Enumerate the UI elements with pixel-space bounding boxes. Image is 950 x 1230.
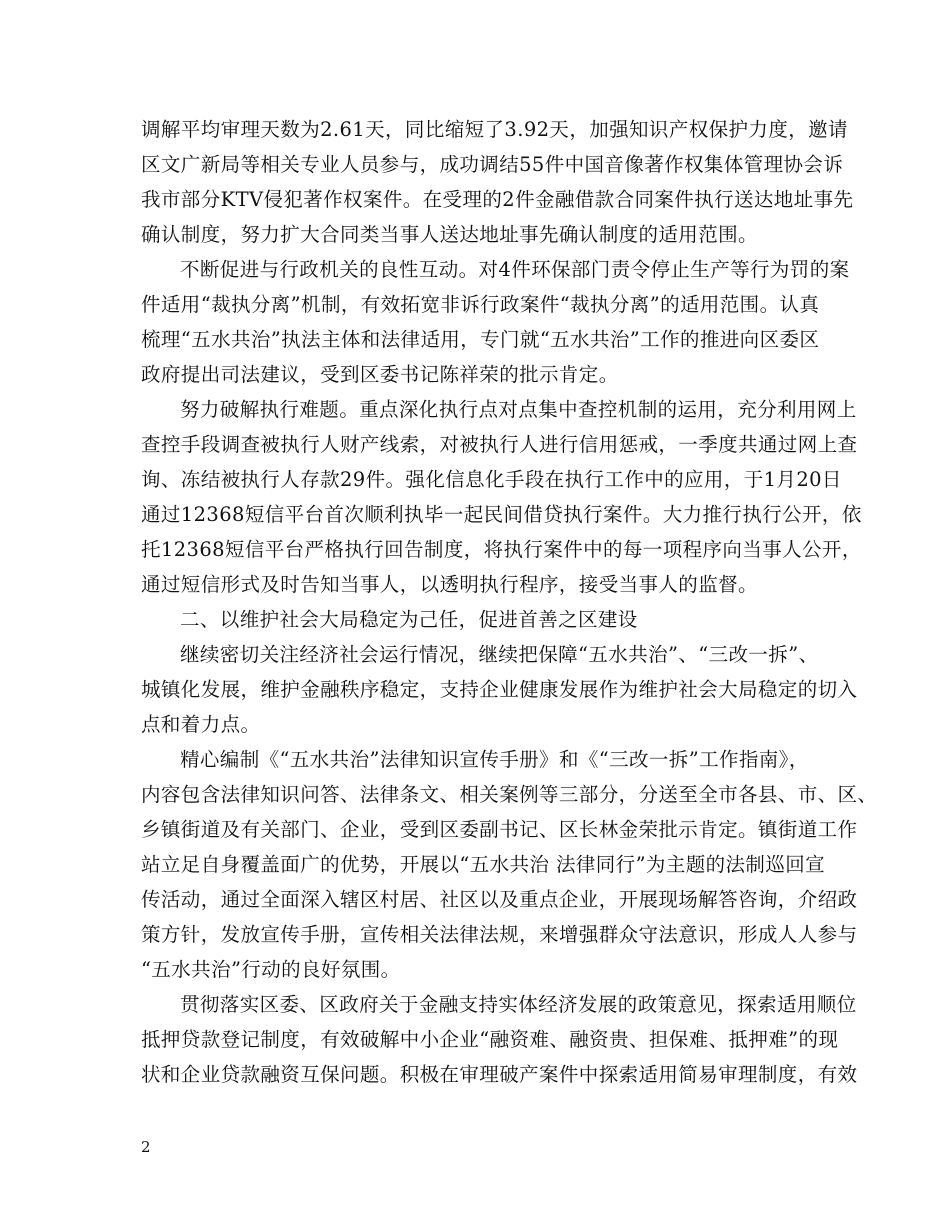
text-line: 精心编制《“五水共治”法律知识宣传手册》和《“三改一拆”工作指南》， xyxy=(180,748,809,771)
text-line: 状和企业贷款融资互保问题。积极在审理破产案件中探索适用简易审理制度，有效 xyxy=(141,1063,858,1086)
text-line: 策方针，发放宣传手册，宣传相关法律法规，来增强群众守法意识，形成人人参与 xyxy=(141,923,858,946)
text-line: 努力破解执行难题。重点深化执行点对点集中查控机制的运用，充分利用网上 xyxy=(180,398,857,421)
text-line: 区文广新局等相关专业人员参与，成功调结55件中国音像著作权集体管理协会诉 xyxy=(141,153,844,176)
text-line: 政府提出司法建议，受到区委书记陈祥荣的批示肯定。 xyxy=(141,363,619,386)
text-line: 件适用“裁执分离”机制，有效拓宽非诉行政案件“裁执分离”的适用范围。认真 xyxy=(141,293,820,316)
document-body xyxy=(141,116,878,1096)
page-number: 2 xyxy=(141,1138,151,1156)
text-line: 不断促进与行政机关的良性互动。对4件环保部门责令停止生产等行为罚的案 xyxy=(180,258,850,281)
text-line: 二、以维护社会大局稳定为己任，促进首善之区建设 xyxy=(180,608,638,631)
text-line: 我市部分KTV侵犯著作权案件。在受理的2件金融借款合同案件执行送达地址事先 xyxy=(141,188,854,211)
text-line: 内容包含法律知识问答、法律条文、相关案例等三部分，分送至全市各县、市、区、 xyxy=(141,783,878,806)
text-line: 托12368短信平台严格执行回告制度，将执行案件中的每一项程序向当事人公开， xyxy=(141,538,862,561)
text-line: 询、冻结被执行人存款29件。强化信息化手段在执行工作中的应用，于1月20日 xyxy=(141,468,842,491)
text-line: 贯彻落实区委、区政府关于金融支持实体经济发展的政策意见，探索适用顺位 xyxy=(180,993,857,1016)
text-line: 站立足自身覆盖面广的优势，开展以“五水共治 法律同行”为主题的法制巡回宣 xyxy=(141,853,826,876)
text-line: 传活动，通过全面深入辖区村居、社区以及重点企业，开展现场解答咨询，介绍政 xyxy=(141,888,858,911)
text-line: 确认制度，努力扩大合同类当事人送达地址事先确认制度的适用范围。 xyxy=(141,223,758,246)
text-line: 通过12368短信平台首次顺利执毕一起民间借贷执行案件。大力推行执行公开，依 xyxy=(141,503,862,526)
text-line: 城镇化发展，维护金融秩序稳定，支持企业健康发展作为维护社会大局稳定的切入 xyxy=(141,678,858,701)
text-line: 通过短信形式及时告知当事人，以透明执行程序，接受当事人的监督。 xyxy=(141,573,758,596)
text-line: “五水共治”行动的良好氛围。 xyxy=(141,958,401,981)
text-line: 继续密切关注经济社会运行情况，继续把保障“五水共治”、“三改一拆”、 xyxy=(180,643,819,666)
text-line: 查控手段调查被执行人财产线索，对被执行人进行信用惩戒，一季度共通过网上查 xyxy=(141,433,858,456)
text-line: 点和着力点。 xyxy=(141,713,261,736)
text-line: 乡镇街道及有关部门、企业，受到区委副书记、区长林金荣批示肯定。镇街道工作 xyxy=(141,818,858,841)
text-line: 梳理“五水共治”执法主体和法律适用，专门就“五水共治”工作的推进向区委区 xyxy=(141,328,820,351)
text-line: 抵押贷款登记制度，有效破解中小企业“融资难、融资贵、担保难、抵押难”的现 xyxy=(141,1028,839,1051)
text-line: 调解平均审理天数为2.61天，同比缩短了3.92天，加强知识产权保护力度，邀请 xyxy=(141,118,848,141)
